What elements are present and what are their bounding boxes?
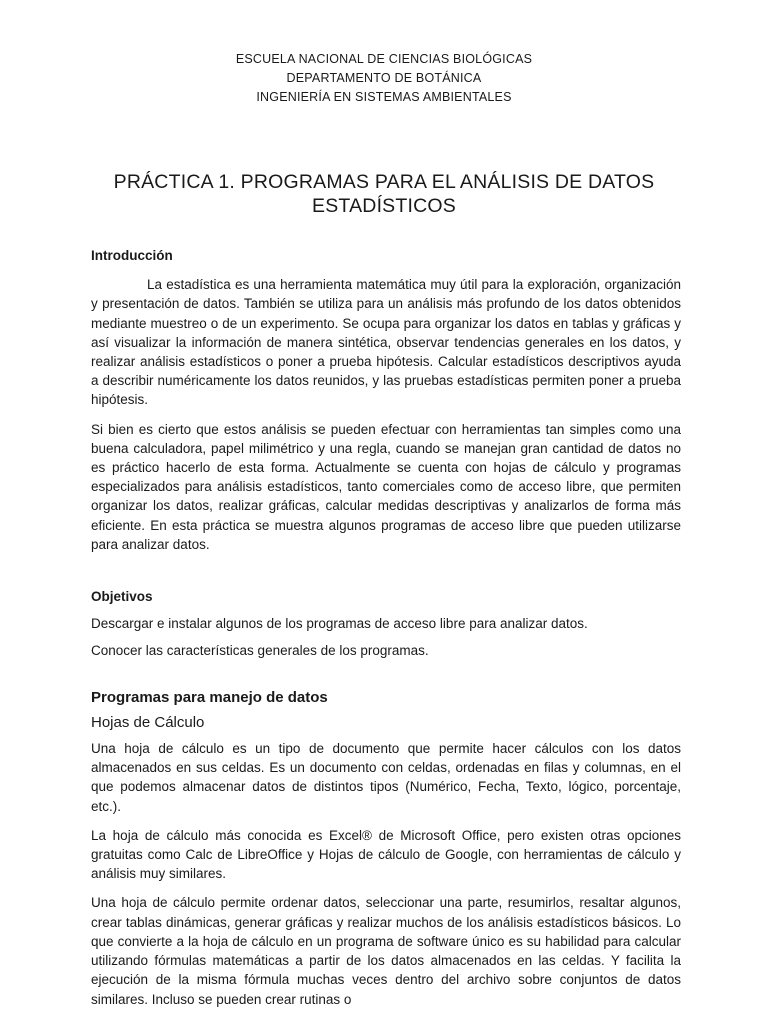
header-program: INGENIERÍA EN SISTEMAS AMBIENTALES xyxy=(256,90,512,104)
paragraph: La hoja de cálculo más conocida es Excel® de Microsoft Office, pero existen otras opciones gratuitas como Calc de LibreOffice y Hojas de cálculo de Google, con herramientas de cálculo y análisis muy similares. xyxy=(91,827,681,882)
paragraph: Una hoja de cálculo es un tipo de documento que permite hacer cálculos con los datos almacenados en sus celdas. Es un documento con celdas, ordenadas en filas y columnas, en el que podemos almacenar datos de distintos tipos (Numérico, Fecha, Texto, lógico, porcentaje, etc.). xyxy=(91,741,681,814)
header-department: DEPARTAMENTO DE BOTÁNICA xyxy=(286,71,482,85)
section-heading-programas: Programas para manejo de datos xyxy=(91,688,328,706)
section-heading-objetivos: Objetivos xyxy=(91,589,153,605)
document-title: PRÁCTICA 1. PROGRAMAS PARA EL ANÁLISIS DE DATOS ESTADÍSTICOS xyxy=(113,171,655,217)
paragraph: Una hoja de cálculo permite ordenar datos, seleccionar una parte, resumirlos, resaltar algunos, crear tablas dinámicas, generar gráficas y realizar muchos de los análisis estadísticos básicos. Lo que convierte a la hoja de cálculo en un programa de software único es su habilidad para calcular utilizando fórmulas matemáticas a partir de los datos almacenados en las celdas. Y facilita la ejecución de la misma fórmula muchas veces dentro del archivo sobre conjuntos de datos similares. Incluso se pueden crear rutinas o xyxy=(91,895,681,1007)
paragraph: La estadística es una herramienta matemática muy útil para la exploración, organización y presentación de datos. También se utiliza para un análisis más profundo de los datos obtenidos mediante muestreo o de un experimento. Se ocupa para organizar los datos en tablas y gráficas y así visualizar la información de manera sintética, observar tendencias generales en los datos, y realizar análisis estadísticos o poner a prueba hipótesis. Calcular estadísticos descriptivos ayuda a describir numéricamente los datos reunidos, y las pruebas estadísticas permiten poner a prueba hipótesis. xyxy=(91,277,681,408)
header-school: ESCUELA NACIONAL DE CIENCIAS BIOLÓGICAS xyxy=(235,52,533,66)
paragraph: Si bien es cierto que estos análisis se pueden efectuar con herramientas tan simples como una buena calculadora, papel milimétrico y una regla, cuando se manejan gran cantidad de datos no es práctico hacerlo de esta forma. Actualmente se cuenta con hojas de cálculo y programas especializados para análisis estadísticos, tanto comerciales como de acceso libre, que permiten organizar los datos, realizar gráficas, calcular medidas descriptivas y analizarlos de forma más eficiente. En esta práctica se muestra algunos programas de acceso libre que pueden utilizarse para analizar datos. xyxy=(91,421,681,552)
section-heading-introduccion: Introducción xyxy=(91,248,173,263)
document-body xyxy=(91,246,681,1009)
objective-item: Descargar e instalar algunos de los programas de acceso libre para analizar datos. xyxy=(91,616,588,632)
subsection-heading-hojas-de-calculo: Hojas de Cálculo xyxy=(91,713,205,731)
objective-item: Conocer las características generales de los programas. xyxy=(91,643,429,659)
institution-header xyxy=(0,50,768,107)
